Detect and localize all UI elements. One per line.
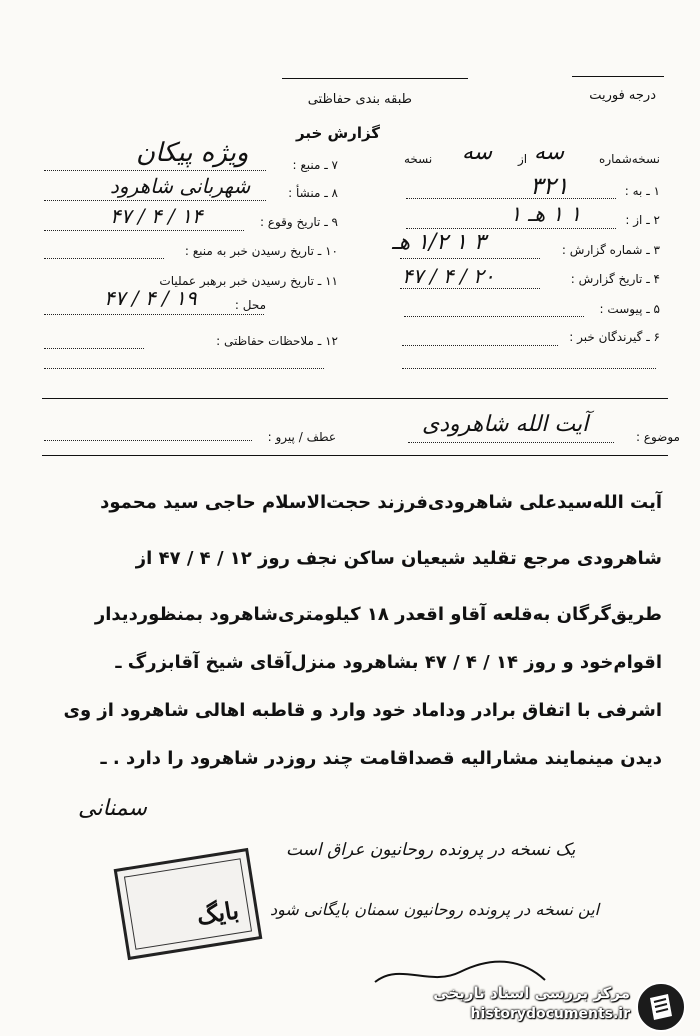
subject-dots	[408, 442, 614, 443]
field-4-label: ۴ ـ تاریخ گزارش :	[570, 272, 660, 286]
watermark-center-name: مرکز بررسی اسناد تاریخی	[433, 984, 630, 1002]
field-12-dots	[44, 348, 144, 349]
field-9-value: ۱۴ / ۴ / ۴۷	[110, 204, 203, 228]
body-line-5: اشرفی با اتفاق برادر وداماد خود وارد و قاطبه اهالی شاهرود از وی	[63, 700, 662, 721]
watermark-site: historydocuments.ir	[470, 1006, 630, 1022]
field-7-dots	[44, 170, 266, 171]
field-7-label: ۷ ـ منبع :	[292, 158, 338, 172]
copy-of-label: از	[518, 152, 528, 166]
header-top-rule-left	[282, 78, 468, 79]
field-4-value: ۲۰ / ۴ / ۴۷	[402, 264, 495, 288]
field-2-value: ۱ ۱ هـ ۱	[510, 202, 582, 226]
field-2-dots	[406, 228, 616, 229]
header-top-rule-right	[572, 76, 664, 77]
subject-top-rule	[42, 398, 668, 399]
field-12-dots-2	[44, 368, 324, 369]
reference-label: عطف / پیرو :	[267, 430, 336, 444]
field-8-value: شهربانی شاهرود	[110, 174, 251, 198]
urgency-label: درجه فوریت	[589, 88, 656, 103]
field-11-dots	[44, 314, 264, 315]
form-title: گزارش خبر	[296, 124, 381, 142]
field-4-dots	[400, 288, 540, 289]
reference-dots	[44, 440, 252, 441]
field-12-label: ۱۲ ـ ملاحظات حفاظتی :	[216, 334, 338, 348]
classification-label: طبقه بندی حفاظتی	[307, 92, 412, 107]
field-3-dots	[400, 258, 540, 259]
field-10-dots	[44, 258, 164, 259]
field-11-label: ۱۱ ـ تاریخ رسیدن خبر برهبر عملیات	[159, 274, 338, 288]
field-6-dots	[402, 345, 558, 346]
field-10-label: ۱۰ ـ تاریخ رسیدن خبر به منبع :	[184, 244, 338, 258]
subject-label: موضوع :	[635, 430, 680, 444]
subject-bottom-rule	[42, 455, 668, 456]
watermark-logo-icon	[636, 982, 686, 1032]
field-8-dots	[44, 200, 266, 201]
field-6-label: ۶ ـ گیرندگان خبر :	[569, 330, 660, 344]
field-1-label: ۱ ـ به :	[624, 184, 660, 198]
field-3-value: ۳ ۱ ۱/۲ هـ	[392, 230, 486, 255]
copy-number-label: نسخه‌شماره	[599, 152, 660, 166]
field-5-label: ۵ ـ پیوست :	[599, 302, 660, 316]
city-note: سمنانی	[78, 796, 147, 821]
copy-number-value: سه	[534, 140, 565, 165]
watermark	[420, 980, 692, 1030]
body-line-6: دیدن مینمایند مشارالیه قصد‌اقامت چند روزدر شاهرود را دارد . ـ	[100, 748, 662, 769]
field-9-label: ۹ ـ تاریخ وقوع :	[259, 215, 338, 229]
subject-value: آیت الله شاهرودی	[422, 412, 589, 437]
field-8-label: ۸ ـ منشأ :	[288, 186, 338, 200]
archive-note-1: یک نسخه در پرونده روحانیون عراق است	[286, 840, 576, 860]
stamp-text: بایگ	[194, 895, 241, 931]
body-line-4: اقوام‌خود و روز ۱۴ / ۴ / ۴۷ بشاهرود منزل‌آقای شیخ آقابزرگ ـ	[115, 652, 662, 673]
copy-total-value: سه	[462, 140, 493, 165]
body-line-3: طریق‌گرگان به‌قلعه آقاو اقعدر ۱۸ کیلومتری‌شاهرود بمنظوردیدار	[94, 604, 662, 625]
field-11-value: ۱۹ / ۴ / ۴۷	[104, 286, 197, 310]
field-6-dots-2	[402, 368, 656, 369]
field-2-label: ۲ ـ از :	[625, 213, 660, 227]
body-line-1: آیت الله‌سید‌علی شاهرودی‌فرزند حجت‌الاسلام حاجی سید محمود	[100, 492, 662, 513]
field-5-dots	[404, 316, 584, 317]
field-9-dots	[44, 230, 244, 231]
field-3-label: ۳ ـ شماره گزارش :	[561, 243, 660, 257]
copy-suffix-label: نسخه	[404, 152, 433, 166]
body-line-2: شاهرودی مرجع تقلید شیعیان ساکن نجف روز ۱۲ / ۴ / ۴۷ از	[135, 548, 662, 569]
archive-stamp	[114, 848, 263, 960]
field-11-place-label: محل :	[234, 298, 266, 312]
field-1-dots	[406, 198, 616, 199]
field-1-value: ۳۲۱	[530, 172, 569, 200]
archive-note-2: این نسخه در پرونده روحانیون سمنان بایگانی شود	[270, 900, 600, 919]
field-7-value: ویژه پیکان	[136, 138, 249, 168]
